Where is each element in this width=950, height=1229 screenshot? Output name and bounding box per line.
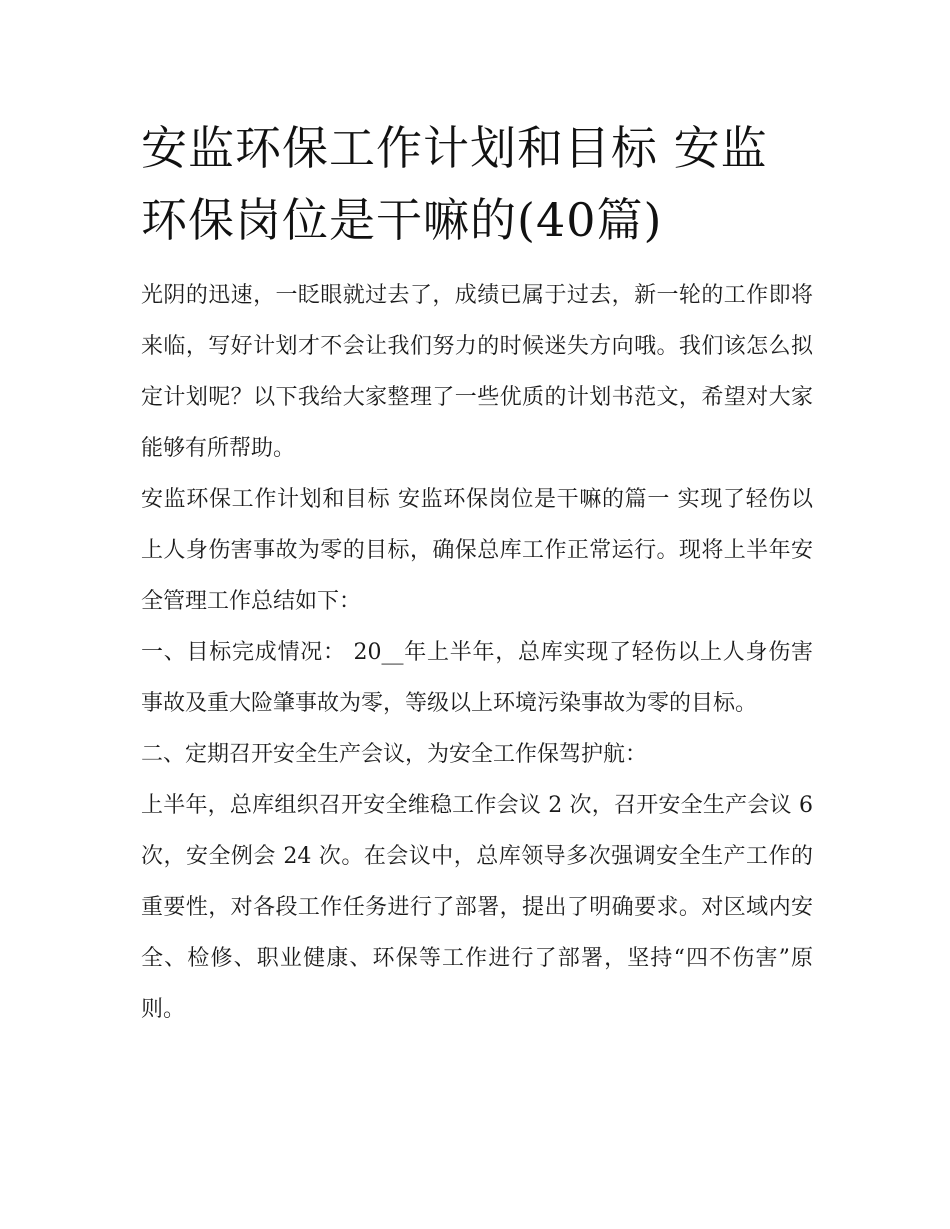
intro-paragraph: 光阴的迅速，一眨眼就过去了，成绩已属于过去，新一轮的工作即将来临，写好计划才不会让我们努力的时候迷失方向哦。我们该怎么拟定计划呢？以下我给大家整理了一些优质的计划书范文，希望对大家能够有所帮助。: [141, 283, 813, 461]
document-title: 安监环保工作计划和目标 安监环保岗位是干嘛的(40篇): [141, 121, 768, 247]
section-heading-paragraph: 安监环保工作计划和目标 安监环保岗位是干嘛的篇一 实现了轻伤以上人身伤害事故为零的目标，确保总库工作正常运行。现将上半年安全管理工作总结如下：: [141, 487, 813, 614]
meeting-detail-paragraph: 上半年，总库组织召开安全维稳工作会议 2 次，召开安全生产会议 6 次，安全例会 24 次。在会议中，总库领导多次强调安全生产工作的重要性，对各段工作任务进行了部署，提出了明确要求。对区域内安全、检修、职业健康、环保等工作进行了部署，坚持“四不伤害”原则。: [141, 793, 813, 1022]
document-body: [141, 112, 813, 1035]
meeting-heading-paragraph: 二、定期召开安全生产会议，为安全工作保驾护航：: [141, 742, 648, 767]
goal-completion-paragraph: 一、目标完成情况： 20__年上半年，总库实现了轻伤以上人身伤害事故及重大险肇事故为零，等级以上环境污染事故为零的目标。: [141, 640, 813, 716]
